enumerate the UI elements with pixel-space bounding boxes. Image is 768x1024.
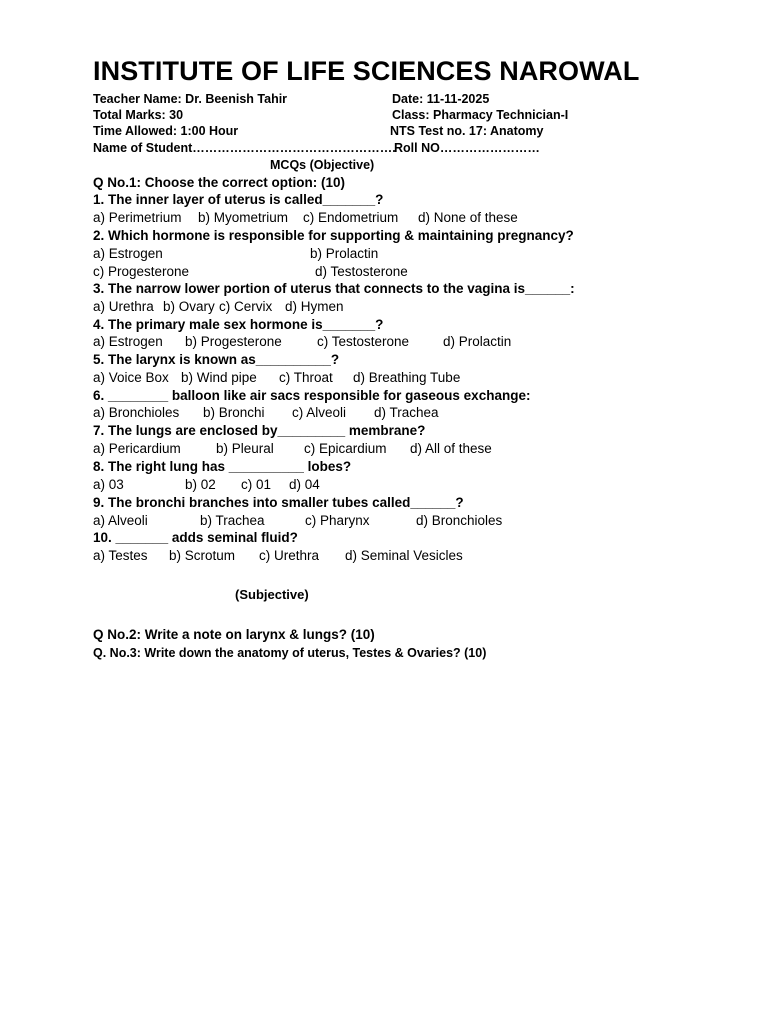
q3-option-d: d) Hymen [285,299,344,314]
q6-option-d: d) Trachea [374,405,439,420]
question-9: 9. The bronchi branches into smaller tubes called______? [93,495,464,510]
q8-option-b: b) 02 [185,477,216,492]
test-number: NTS Test no. 17: Anatomy [390,124,544,138]
q5-option-a: a) Voice Box [93,370,169,385]
roll-number-field: Roll NO…………………… [394,141,540,155]
q10-option-b: b) Scrotum [169,548,236,563]
question-1: 1. The inner layer of uterus is called_______? [93,192,384,207]
q7-option-d: d) All of these [410,441,492,456]
q2-option-b: b) Prolactin [310,246,379,261]
q6-option-a: a) Bronchioles [93,405,180,420]
q9-option-b: b) Trachea [200,513,265,528]
question-7: 7. The lungs are enclosed by_________ membrane? [93,423,426,438]
class-name: Class: Pharmacy Technician-I [392,108,569,122]
time-allowed: Time Allowed: 1:00 Hour [93,124,239,138]
q8-option-d: d) 04 [289,477,320,492]
q4-option-c: c) Testosterone [317,334,410,349]
question-3: 3. The narrow lower portion of uterus that connects to the vagina is______: [93,281,575,296]
q1-heading: Q No.1: Choose the correct option: (10) [93,175,346,190]
q9-option-a: a) Alveoli [93,513,148,528]
student-name-field: Name of Student…………………………………………. [93,141,396,155]
q4-option-a: a) Estrogen [93,334,163,349]
mcq-heading: MCQs (Objective) [270,158,375,172]
q2-option-c: c) Progesterone [93,264,190,279]
teacher-name: Teacher Name: Dr. Beenish Tahir [93,92,288,106]
q7-option-b: b) Pleural [216,441,274,456]
question-3-subjective: Q. No.3: Write down the anatomy of uterus, Testes & Ovaries? (10) [93,646,487,660]
total-marks: Total Marks: 30 [93,108,184,122]
q3-option-c: c) Cervix [219,299,273,314]
question-2: 2. Which hormone is responsible for supporting & maintaining pregnancy? [93,228,574,243]
q4-option-d: d) Prolactin [443,334,512,349]
q5-option-d: d) Breathing Tube [353,370,461,385]
q10-option-c: c) Urethra [259,548,320,563]
q6-option-c: c) Alveoli [292,405,347,420]
subjective-heading: (Subjective) [235,587,309,602]
q3-option-a: a) Urethra [93,299,154,314]
exam-date: Date: 11-11-2025 [392,92,490,106]
q2-option-a: a) Estrogen [93,246,163,261]
q9-option-d: d) Bronchioles [416,513,503,528]
q8-option-a: a) 03 [93,477,124,492]
q7-option-c: c) Epicardium [304,441,387,456]
q10-option-a: a) Testes [93,548,148,563]
q1-option-b: b) Myometrium [198,210,289,225]
q3-option-b: b) Ovary [163,299,215,314]
q1-option-c: c) Endometrium [303,210,399,225]
question-6: 6. ________ balloon like air sacs responsible for gaseous exchange: [93,388,531,403]
q9-option-c: c) Pharynx [305,513,370,528]
q4-option-b: b) Progesterone [185,334,282,349]
q7-option-a: a) Pericardium [93,441,181,456]
q5-option-b: b) Wind pipe [181,370,257,385]
q1-option-d: d) None of these [418,210,518,225]
question-2-subjective: Q No.2: Write a note on larynx & lungs? (10) [93,627,375,642]
question-4: 4. The primary male sex hormone is_______? [93,317,384,332]
q2-option-d: d) Testosterone [315,264,408,279]
question-5: 5. The larynx is known as__________? [93,352,340,367]
institute-title: INSTITUTE OF LIFE SCIENCES NAROWAL [93,56,640,86]
question-10: 10. _______ adds seminal fluid? [93,530,298,545]
q6-option-b: b) Bronchi [203,405,265,420]
q1-option-a: a) Perimetrium [93,210,182,225]
q8-option-c: c) 01 [241,477,272,492]
q5-option-c: c) Throat [279,370,333,385]
question-8: 8. The right lung has __________ lobes? [93,459,352,474]
q10-option-d: d) Seminal Vesicles [345,548,463,563]
